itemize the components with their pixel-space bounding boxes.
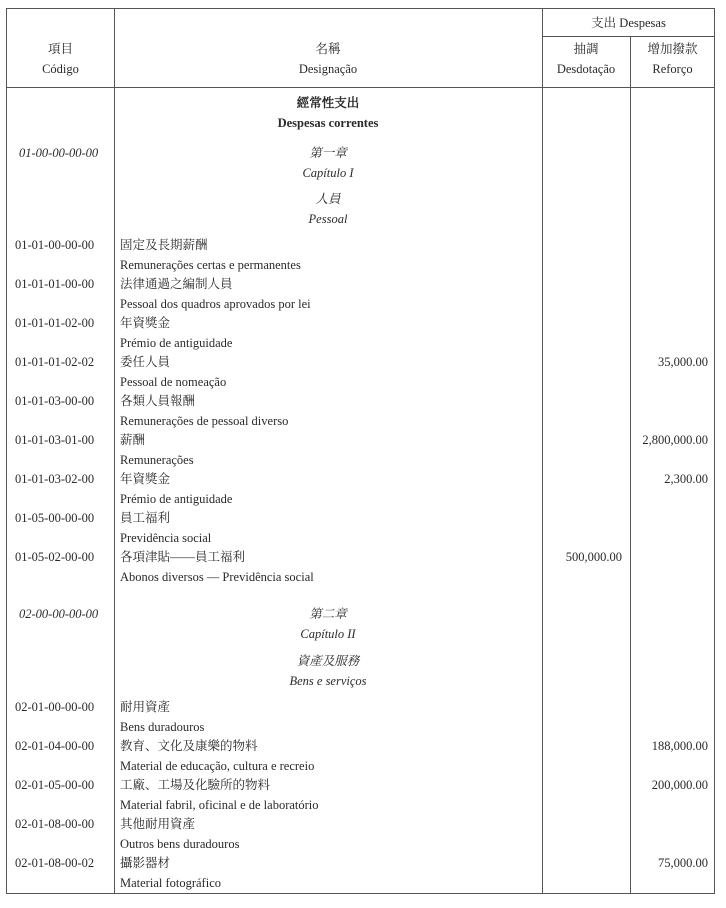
row-code: 01-00-00-00-00 [19,146,99,160]
row-code: 01-05-02-00-00 [15,550,95,564]
designation-zh: 攝影器材 [120,856,171,870]
header-codigo-zh: 項目 [47,42,73,56]
row-code: 01-01-03-01-00 [15,433,95,447]
desdotacao-value: 500,000.00 [565,550,622,564]
heading-pt: Bens e serviços [289,673,367,688]
reforco-value: 200,000.00 [651,778,708,792]
designation-pt: Abonos diversos — Previdência social [120,569,314,584]
designation-pt: Material de educação, cultura e recreio [120,758,315,773]
row-code: 01-01-01-00-00 [15,277,95,291]
heading-zh: 人員 [315,192,341,206]
designation-zh: 法律通過之編制人員 [120,277,233,291]
row-code: 02-01-00-00-00 [15,700,95,714]
reforco-value: 35,000.00 [658,355,708,369]
header-desdotacao [542,39,630,79]
row-code: 01-01-00-00-00 [15,238,95,252]
header-designacao-pt: Designação [298,62,358,76]
header-designacao-zh: 名稱 [315,42,341,56]
designation-pt: Material fabril, oficinal e de laboratório [120,797,319,812]
designation-zh: 各項津貼——員工福利 [120,550,246,564]
column-divider [542,9,543,893]
designation-zh: 其他耐用資產 [120,817,196,831]
designation-zh: 各類人員報酬 [120,394,196,408]
heading-zh: 第二章 [309,607,347,621]
column-divider [114,9,115,893]
designation-pt: Prémio de antiguidade [120,335,233,350]
heading-pt: Despesas correntes [277,115,379,130]
designation-pt: Outros bens duradouros [120,836,240,851]
reforco-value: 75,000.00 [658,856,708,870]
heading-pt: Pessoal [308,211,348,226]
heading-pt: Capítulo I [302,165,354,180]
designation-pt: Previdência social [120,530,212,545]
designation-pt: Remunerações de pessoal diverso [120,413,289,428]
row-code: 01-05-00-00-00 [15,511,95,525]
header-desdotacao-zh: 抽調 [573,42,599,56]
header-reforco-pt: Reforço [652,62,693,76]
designation-pt: Remunerações [120,452,194,467]
row-code: 01-01-03-00-00 [15,394,95,408]
header-divider [542,36,715,37]
reforco-value: 2,300.00 [664,472,708,486]
designation-zh: 員工福利 [120,511,171,525]
budget-table [6,8,715,894]
designation-zh: 薪酬 [120,433,146,447]
row-code: 02-01-08-00-02 [15,856,95,870]
reforco-value: 2,800,000.00 [642,433,708,447]
designation-pt: Pessoal dos quadros aprovados por lei [120,296,311,311]
header-codigo [7,39,114,79]
row-code: 02-01-08-00-00 [15,817,95,831]
designation-zh: 年資獎金 [120,316,171,330]
header-desdotacao-pt: Desdotação [556,62,616,76]
row-code: 01-01-03-02-00 [15,472,95,486]
row-code: 02-00-00-00-00 [19,607,99,621]
header-reforco [630,39,715,79]
row-code: 01-01-01-02-00 [15,316,95,330]
designation-zh: 年資獎金 [120,472,171,486]
row-code: 02-01-04-00-00 [15,739,95,753]
designation-zh: 固定及長期薪酬 [120,238,208,252]
designation-pt: Remunerações certas e permanentes [120,257,301,272]
header-divider [7,87,714,88]
header-despesas: 支出 Despesas [591,16,666,30]
designation-pt: Bens duradouros [120,719,205,734]
header-reforco-zh: 增加撥款 [647,42,698,56]
heading-zh: 第一章 [309,146,347,160]
header-codigo-pt: Código [42,62,79,76]
header-designacao [114,39,542,79]
heading-pt: Capítulo II [300,626,356,641]
row-code: 01-01-01-02-02 [15,355,95,369]
designation-pt: Material fotográfico [120,875,221,890]
designation-pt: Pessoal de nomeação [120,374,227,389]
row-code: 02-01-05-00-00 [15,778,95,792]
column-divider [630,36,631,893]
designation-zh: 委任人員 [120,355,171,369]
heading-zh: 經常性支出 [296,96,360,110]
designation-zh: 教育、文化及康樂的物料 [120,739,258,753]
designation-zh: 耐用資產 [120,700,171,714]
reforco-value: 188,000.00 [651,739,708,753]
designation-zh: 工廠、工場及化驗所的物料 [120,778,271,792]
designation-pt: Prémio de antiguidade [120,491,233,506]
heading-zh: 資產及服務 [296,654,360,668]
